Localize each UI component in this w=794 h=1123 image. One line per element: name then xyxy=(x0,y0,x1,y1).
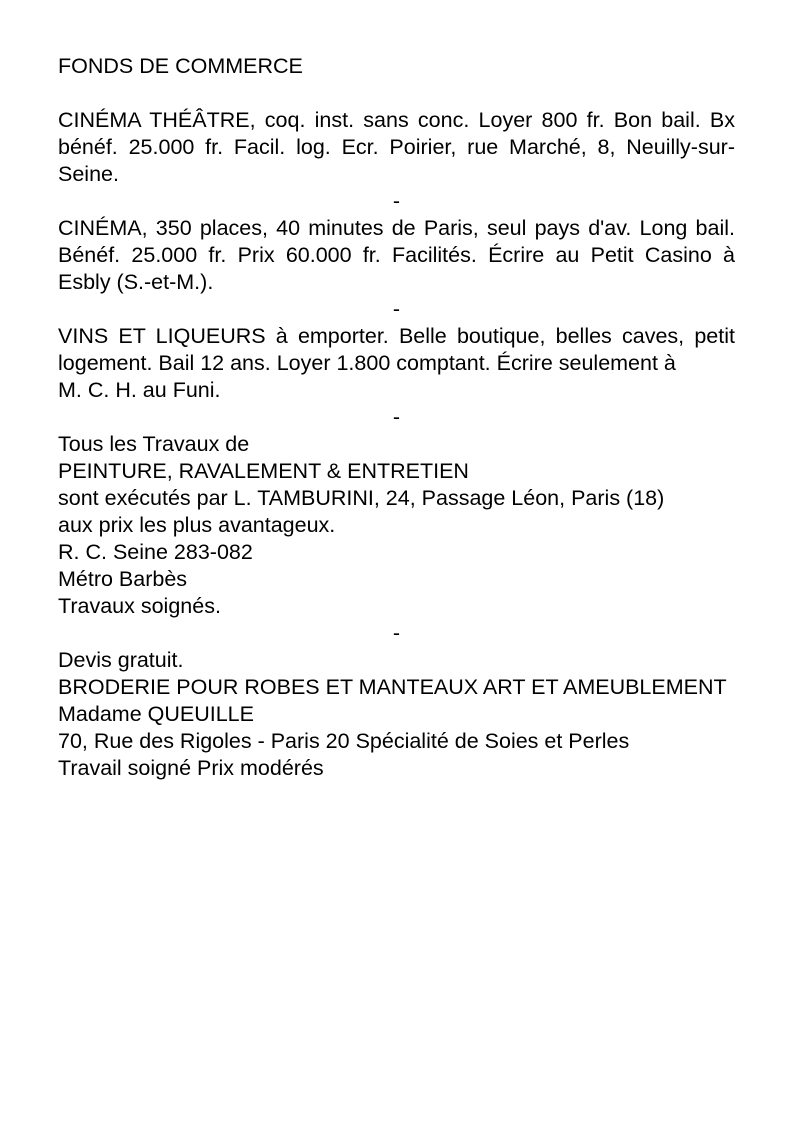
ad-peinture-line: sont exécutés par L. TAMBURINI, 24, Passage Léon, Paris (18) xyxy=(58,486,665,510)
ad-peinture-line: Tous les Travaux de xyxy=(58,432,250,456)
ad-peinture-metro: Métro Barbès xyxy=(58,567,188,591)
separator: - xyxy=(392,621,401,645)
ad-cinema: CINÉMA, 350 places, 40 minutes de Paris, seul pays d'av. Long bail. Bénéf. 25.000 fr. Prix 60.000 fr. Facilités. Écrire au Petit Casino à Esbly (S.-et-M.). xyxy=(58,216,735,294)
ad-vins-liqueurs: VINS ET LIQUEURS à emporter. Belle boutique, belles caves, petit logement. Bail 12 ans. Loyer 1.800 comptant. Écrire seulement à xyxy=(58,324,735,375)
document-page xyxy=(58,53,735,782)
ad-peinture-line: aux prix les plus avantageux. xyxy=(58,513,336,537)
separator: - xyxy=(392,189,401,213)
blank-line xyxy=(58,80,735,107)
ad-devis: Devis gratuit. xyxy=(58,648,184,672)
ad-broderie-name: Madame QUEUILLE xyxy=(58,702,254,726)
ad-broderie-footer: Travail soigné Prix modérés xyxy=(58,756,324,780)
ad-vins-contact: M. C. H. au Funi. xyxy=(58,378,221,402)
section-heading: FONDS DE COMMERCE xyxy=(58,54,303,78)
ad-peinture-line: Travaux soignés. xyxy=(58,594,221,618)
separator: - xyxy=(392,297,401,321)
ad-broderie-address: 70, Rue des Rigoles - Paris 20 Spécialité de Soies et Perles xyxy=(58,729,630,753)
separator: - xyxy=(392,405,401,429)
ad-broderie-title: BRODERIE POUR ROBES ET MANTEAUX ART ET AMEUBLEMENT xyxy=(58,675,727,699)
ad-peinture-registration: R. C. Seine 283-082 xyxy=(58,540,253,564)
ad-cinema-theatre: CINÉMA THÉÂTRE, coq. inst. sans conc. Loyer 800 fr. Bon bail. Bx bénéf. 25.000 fr. Facil. log. Ecr. Poirier, rue Marché, 8, Neuilly-sur-Seine. xyxy=(58,108,735,186)
ad-peinture-title: PEINTURE, RAVALEMENT & ENTRETIEN xyxy=(58,459,469,483)
